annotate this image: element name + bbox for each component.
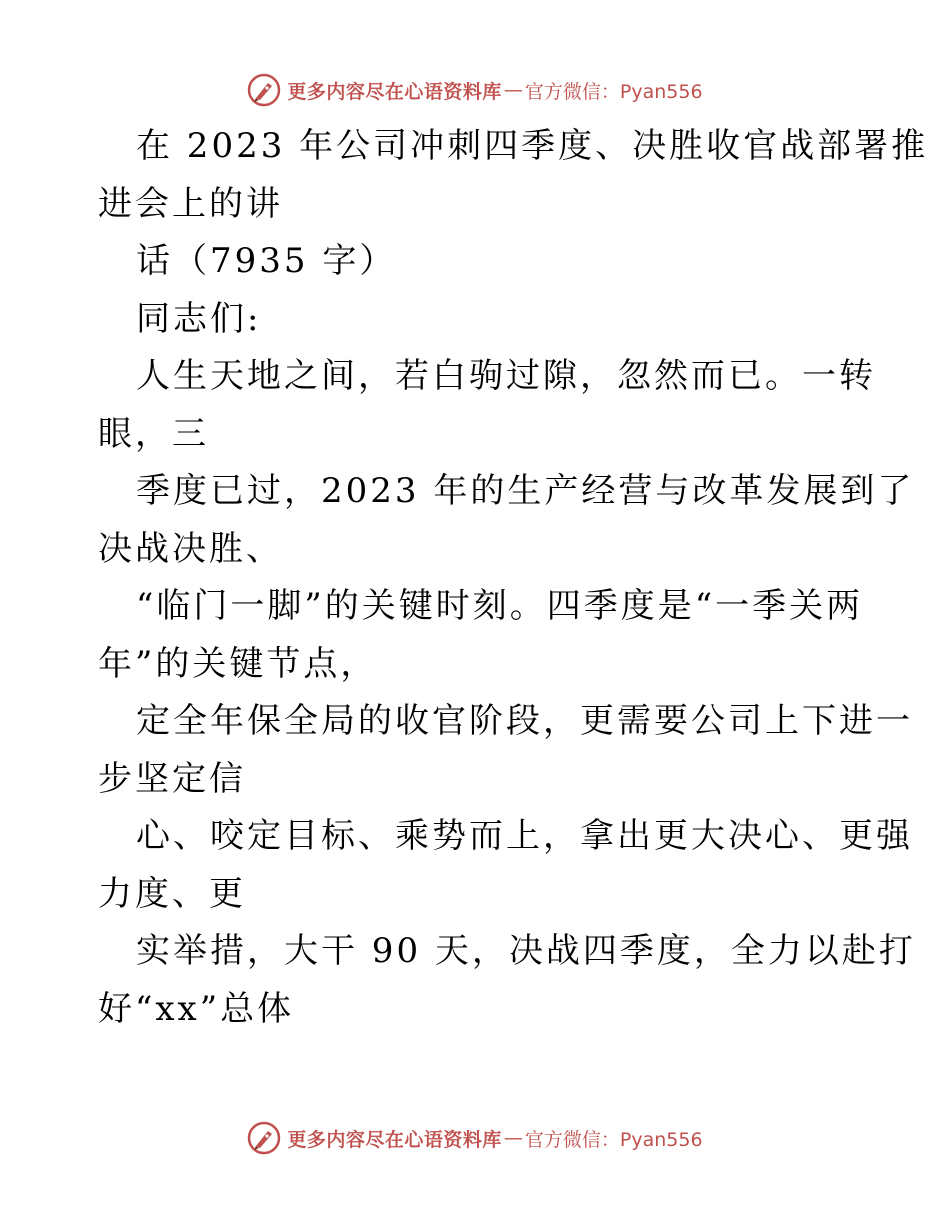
paragraph-line: 力度、更 xyxy=(98,873,246,914)
header-banner xyxy=(0,70,950,110)
pen-logo-icon xyxy=(247,1121,281,1155)
paragraph-line: 季度已过，2023 年的生产经营与改革发展到了 xyxy=(136,471,915,511)
pen-logo-icon xyxy=(247,73,281,107)
title-line-3: 话（7935 字） xyxy=(136,241,397,281)
paragraph-line: 年”的关键节点， xyxy=(98,643,378,684)
banner-wechat-text: 官方微信：Pyan556 xyxy=(524,1128,703,1151)
banner-separator: — xyxy=(503,79,523,101)
paragraph-line: 人生天地之间，若白驹过隙，忽然而已。一转 xyxy=(136,356,876,396)
document-body xyxy=(98,118,929,1038)
banner-brand-text: 更多内容尽在心语资料库 xyxy=(287,1128,502,1151)
banner-wechat-text: 官方微信：Pyan556 xyxy=(524,80,703,103)
banner-separator: — xyxy=(503,1127,523,1149)
paragraph-line: 决战决胜、 xyxy=(98,528,283,569)
paragraph-line: 实举措，大干 90 天，决战四季度，全力以赴打 xyxy=(136,931,916,971)
banner-brand-text: 更多内容尽在心语资料库 xyxy=(287,80,502,103)
paragraph-line: 心、咬定目标、乘势而上，拿出更大决心、更强 xyxy=(136,816,913,856)
footer-banner xyxy=(0,1118,950,1158)
paragraph-line: 好“xx”总体 xyxy=(98,988,295,1029)
salutation: 同志们: xyxy=(136,298,262,339)
paragraph-line: 定全年保全局的收官阶段，更需要公司上下进一 xyxy=(136,701,913,741)
paragraph-line: 步坚定信 xyxy=(98,758,246,799)
title-line-2: 进会上的讲 xyxy=(98,183,283,224)
paragraph-line: “临门一脚”的关键时刻。四季度是“一季关两 xyxy=(136,586,864,626)
paragraph-line: 眼，三 xyxy=(98,413,209,454)
title-line-1: 在 2023 年公司冲刺四季度、决胜收官战部署推 xyxy=(136,126,929,166)
